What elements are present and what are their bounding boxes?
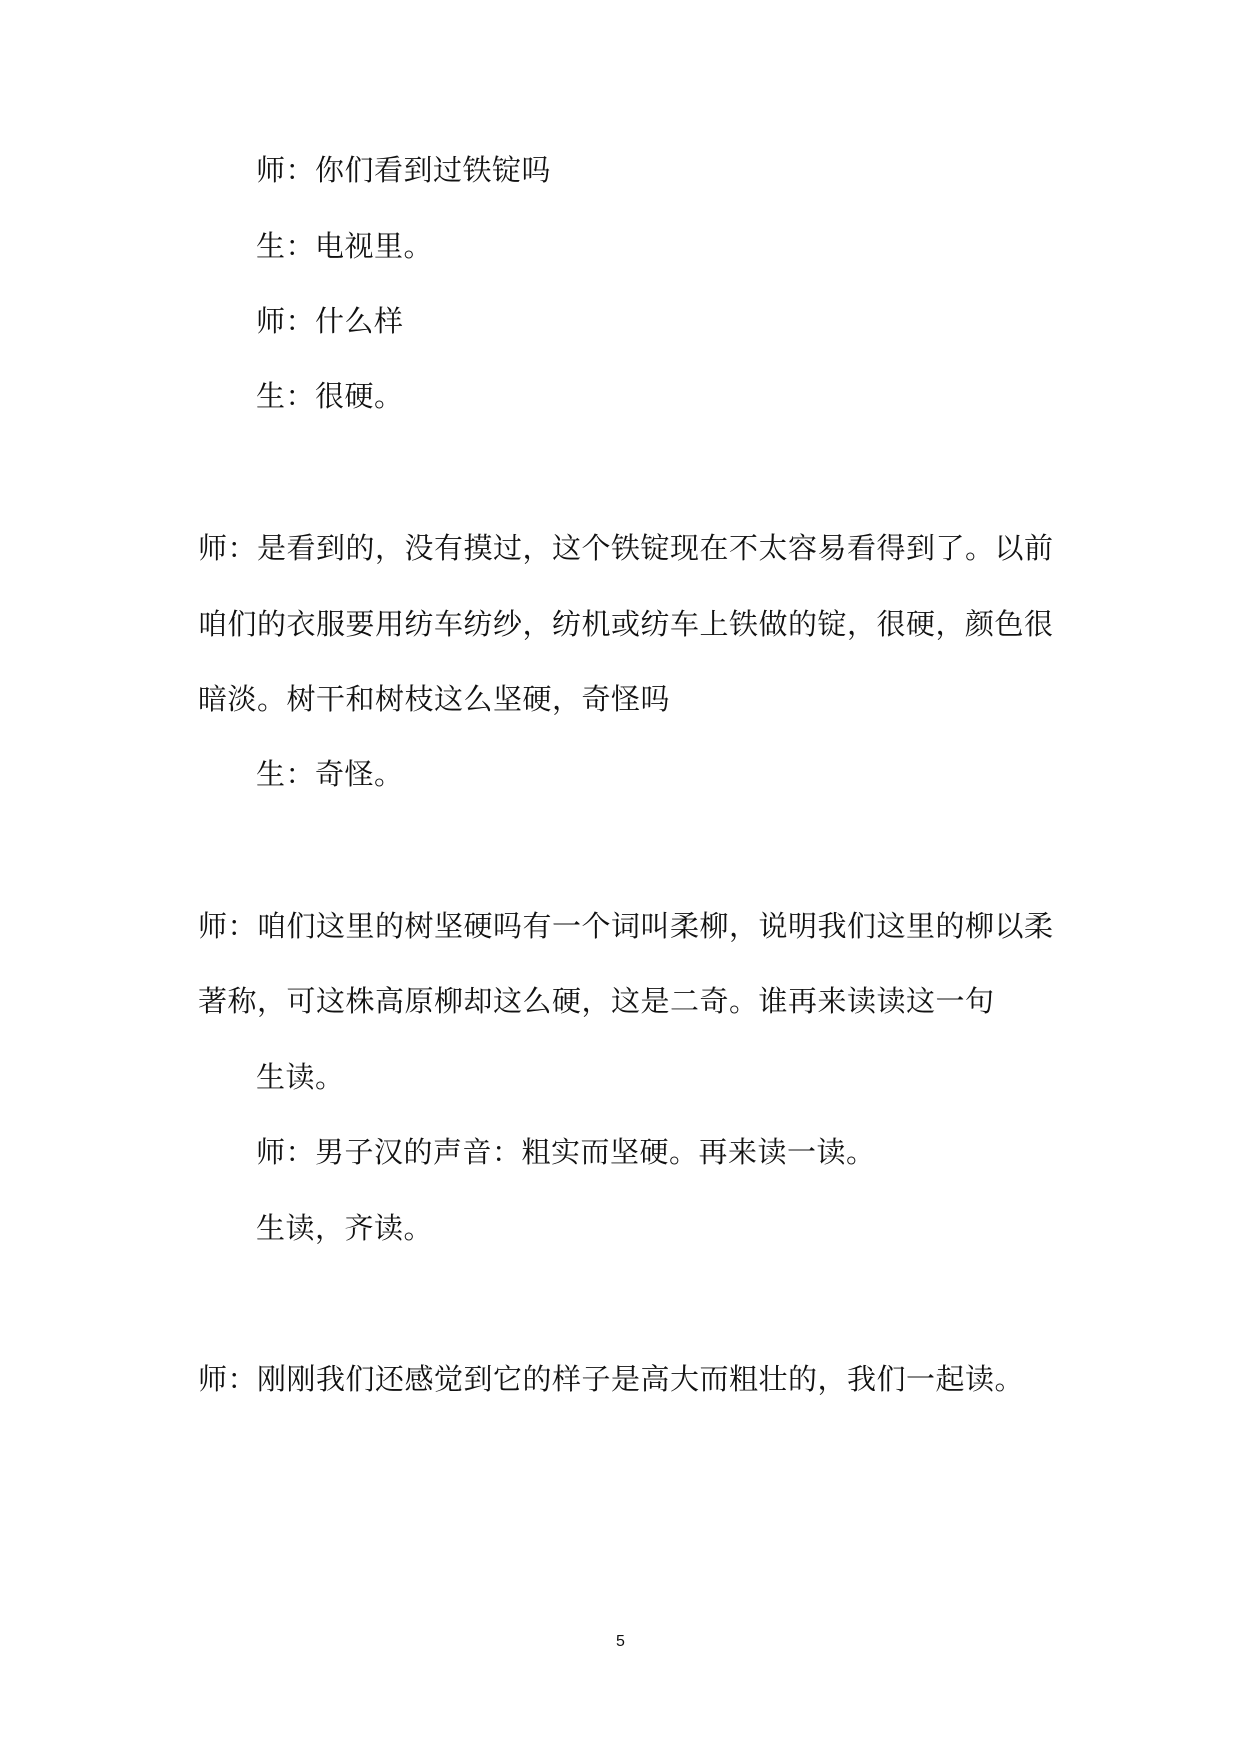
dialogue-line-teacher-2: 师：什么样 xyxy=(256,304,404,338)
dialogue-line-student-3: 生：奇怪。 xyxy=(256,757,404,791)
dialogue-line-student-2: 生：很硬。 xyxy=(256,379,404,413)
dialogue-line-student-5: 生读，齐读。 xyxy=(256,1211,434,1245)
paragraph-teacher-3-line-2: 咱们的衣服要用纺车纺纱，纺机或纺车上铁做的锭，很硬，颜色很 xyxy=(198,607,1054,641)
paragraph-teacher-3-line-3: 暗淡。树干和树枝这么坚硬，奇怪吗 xyxy=(198,682,671,716)
paragraph-teacher-4-line-1: 师：咱们这里的树坚硬吗有一个词叫柔柳，说明我们这里的柳以柔 xyxy=(198,909,1054,943)
dialogue-line-teacher-6: 师：刚刚我们还感觉到它的样子是高大而粗壮的，我们一起读。 xyxy=(198,1362,1025,1396)
paragraph-teacher-3-line-1: 师：是看到的，没有摸过，这个铁锭现在不太容易看得到了。以前 xyxy=(198,531,1054,565)
dialogue-line-student-1: 生：电视里。 xyxy=(256,229,434,263)
dialogue-line-teacher-1: 师：你们看到过铁锭吗 xyxy=(256,153,552,187)
dialogue-line-teacher-5: 师：男子汉的声音：粗实而坚硬。再来读一读。 xyxy=(256,1135,876,1169)
dialogue-line-student-4: 生读。 xyxy=(256,1060,345,1094)
page-number: 5 xyxy=(616,1633,625,1650)
paragraph-teacher-4-line-2: 著称，可这株高原柳却这么硬，这是二奇。谁再来读读这一句 xyxy=(198,984,995,1018)
